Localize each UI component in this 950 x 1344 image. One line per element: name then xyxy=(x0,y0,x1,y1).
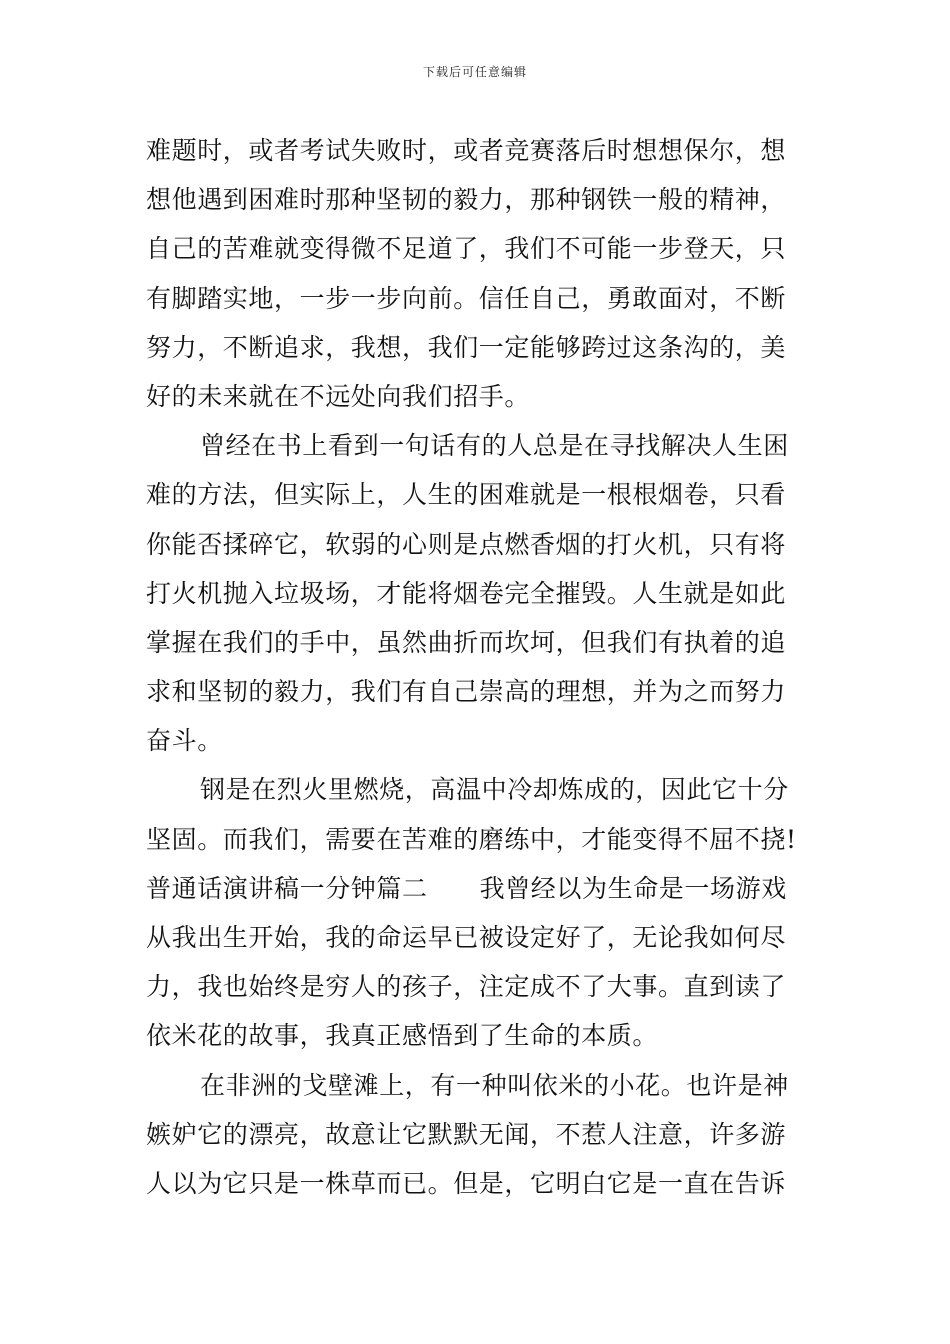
text-line: 难的方法，但实际上，人生的困难就是一根根烟卷，只看 xyxy=(146,480,787,510)
text-line: 人以为它只是一株草而已。但是，它明白它是一直在告诉 xyxy=(146,1168,787,1198)
text-line: 有脚踏实地，一步一步向前。信任自己，勇敢面对，不断 xyxy=(146,283,787,313)
text-line: 嫉妒它的漂亮，故意让它默默无闻，不惹人注意，许多游 xyxy=(146,1119,787,1149)
text-line: 力，我也始终是穷人的孩子，注定成不了大事。直到读了 xyxy=(146,972,787,1002)
paragraph-start-line: 在非洲的戈壁滩上，有一种叫依米的小花。也许是神 xyxy=(200,1070,789,1100)
text-line: 难题时，或者考试失败时，或者竞赛落后时想想保尔，想 xyxy=(146,136,787,165)
paragraph-start-line: 钢是在烈火里燃烧，高温中冷却炼成的，因此它十分 xyxy=(200,775,789,805)
body-text xyxy=(146,126,806,1208)
text-line: 打火机抛入垃圾场，才能将烟卷完全摧毁。人生就是如此 xyxy=(146,578,787,608)
text-line: 想他遇到困难时那种坚韧的毅力，那种钢铁一般的精神， xyxy=(146,185,787,215)
text-line: 依米花的故事，我真正感悟到了生命的本质。 xyxy=(146,1021,659,1051)
paragraph-start-line: 曾经在书上看到一句话有的人总是在寻找解决人生困 xyxy=(200,431,789,461)
text-line: 努力，不断追求，我想，我们一定能够跨过这条沟的，美 xyxy=(146,332,787,362)
text-line: 好的未来就在不远处向我们招手。 xyxy=(146,381,531,411)
text-line: 掌握在我们的手中，虽然曲折而坎坷，但我们有执着的追 xyxy=(146,627,787,657)
text-line: 自己的苦难就变得微不足道了，我们不可能一步登天，只 xyxy=(146,234,787,264)
section-title-line xyxy=(146,864,806,913)
text-line: 坚固。而我们，需要在苦难的磨练中，才能变得不屈不挠! xyxy=(146,824,797,854)
page-header: 下载后可任意编辑 xyxy=(422,65,527,79)
text-line: 你能否揉碎它，软弱的心则是点燃香烟的打火机，只有将 xyxy=(146,529,787,559)
text-line: 奋斗。 xyxy=(146,726,223,756)
section-title: 普通话演讲稿一分钟篇二 xyxy=(146,873,428,903)
section-first-sentence: 我曾经以为生命是一场游戏 xyxy=(479,873,787,903)
text-line: 求和坚韧的毅力，我们有自己崇高的理想，并为之而努力 xyxy=(146,677,787,707)
text-line: 从我出生开始，我的命运早已被设定好了，无论我如何尽 xyxy=(146,923,787,952)
